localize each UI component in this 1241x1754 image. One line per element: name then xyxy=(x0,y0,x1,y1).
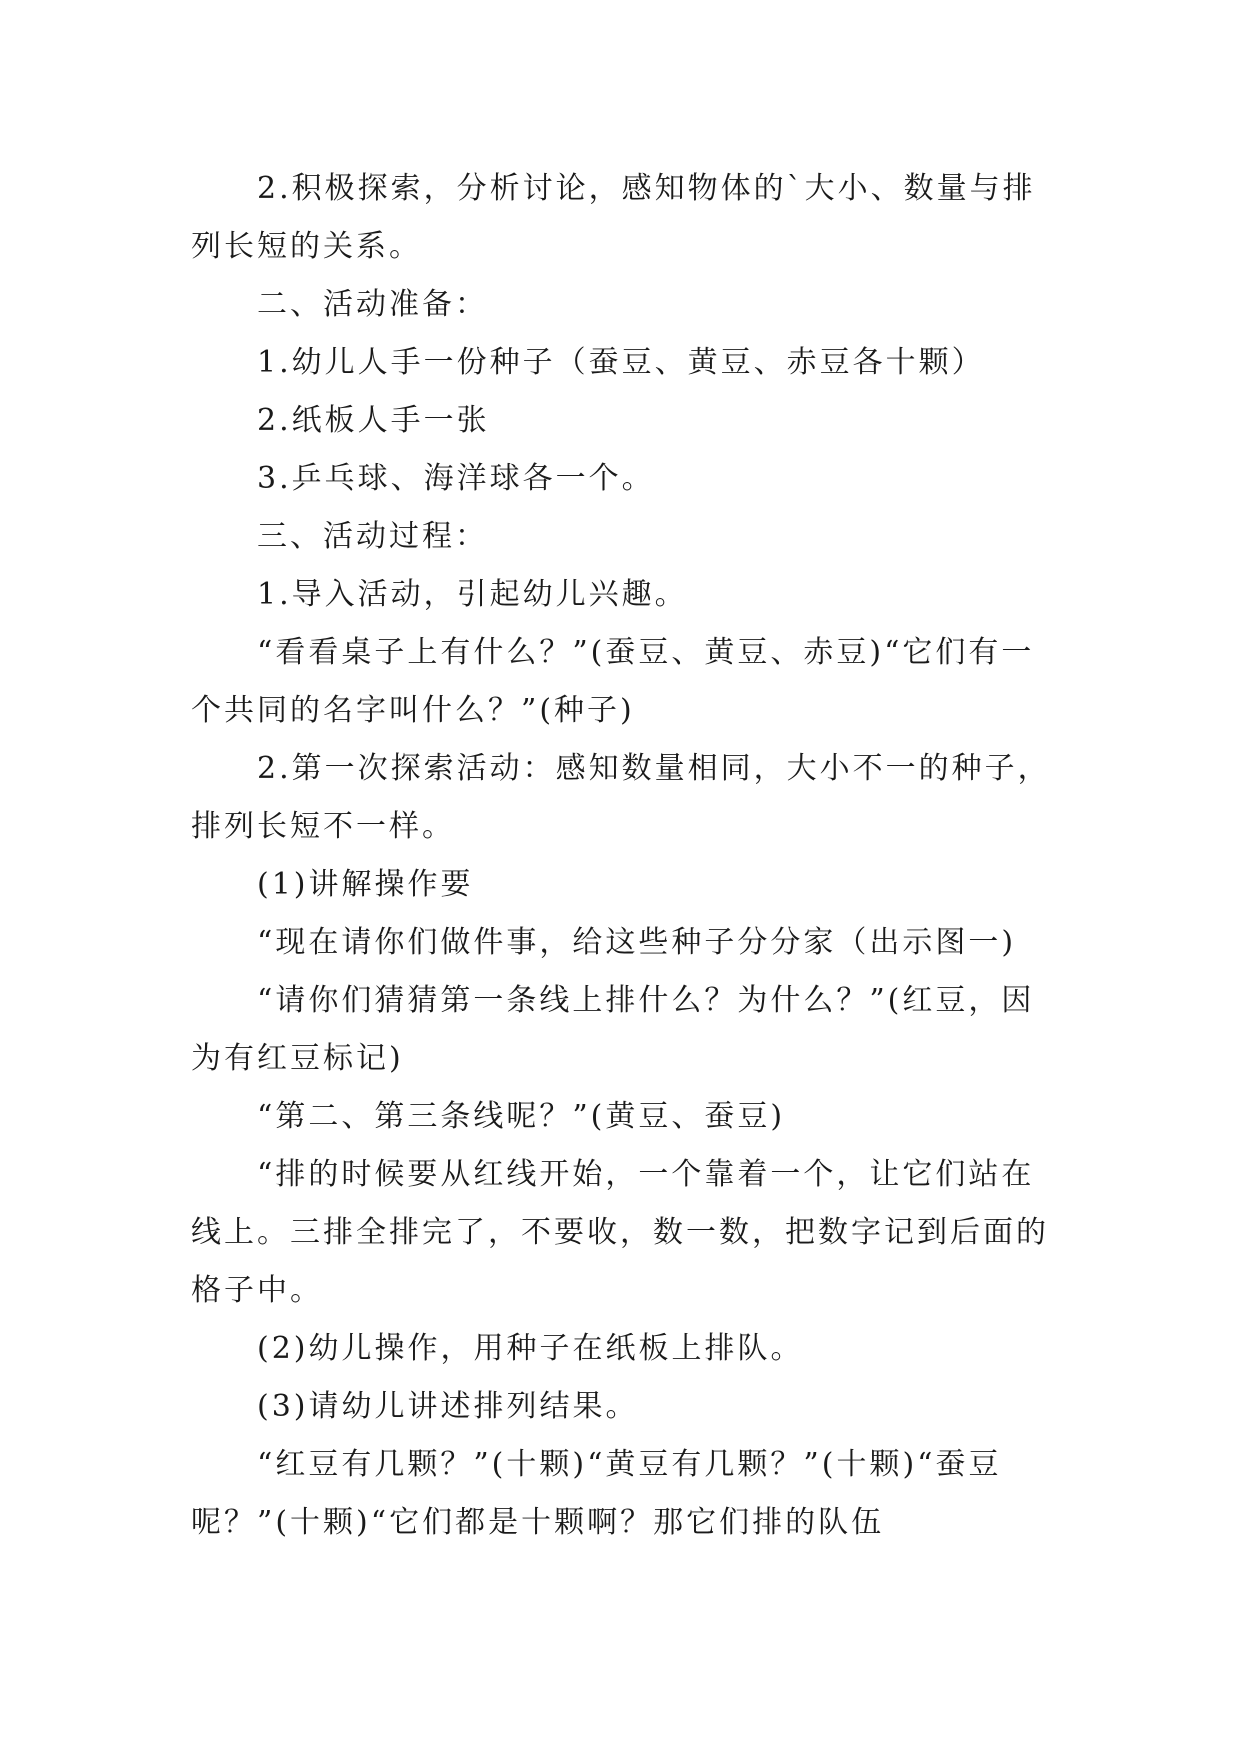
paragraph: “现在请你们做件事，给这些种子分分家（出示图一) xyxy=(257,925,1017,960)
paragraph: “第二、第三条线呢？”(黄豆、蚕豆) xyxy=(257,1099,786,1134)
paragraph: 1.导入活动，引起幼儿兴趣。 xyxy=(257,577,688,612)
paragraph: 2.第一次探索活动：感知数量相同，大小不一的种子，排列长短不一样。 xyxy=(191,751,1051,844)
paragraph: 1.幼儿人手一份种子（蚕豆、黄豆、赤豆各十颗） xyxy=(257,345,985,380)
paragraph: (1)讲解操作要 xyxy=(257,867,474,902)
paragraph: “看看桌子上有什么？”(蚕豆、黄豆、赤豆)“它们有一个共同的名字叫什么？”(种子) xyxy=(191,635,1035,728)
paragraph: “红豆有几颗？”(十颗)“黄豆有几颗？”(十颗)“蚕豆呢？”(十颗)“它们都是十颗啊？那它们排的队伍 xyxy=(191,1447,1002,1540)
paragraph: (2)幼儿操作，用种子在纸板上排队。 xyxy=(257,1331,804,1366)
paragraph: 2.积极探索，分析讨论，感知物体的`大小、数量与排列长短的关系。 xyxy=(191,171,1036,264)
section-heading: 二、活动准备： xyxy=(257,287,488,322)
paragraph: 3.乒乓球、海洋球各一个。 xyxy=(257,461,655,496)
paragraph: “排的时候要从红线开始，一个靠着一个，让它们站在线上。三排全排完了，不要收，数一数，把数字记到后面的格子中。 xyxy=(191,1157,1049,1308)
paragraph: “请你们猜猜第一条线上排什么？为什么？”(红豆，因为有红豆标记) xyxy=(191,983,1035,1076)
paragraph: 2.纸板人手一张 xyxy=(257,403,490,438)
paragraph: (3)请幼儿讲述排列结果。 xyxy=(257,1389,639,1424)
document-body xyxy=(191,160,1063,1552)
section-heading: 三、活动过程： xyxy=(257,519,488,554)
